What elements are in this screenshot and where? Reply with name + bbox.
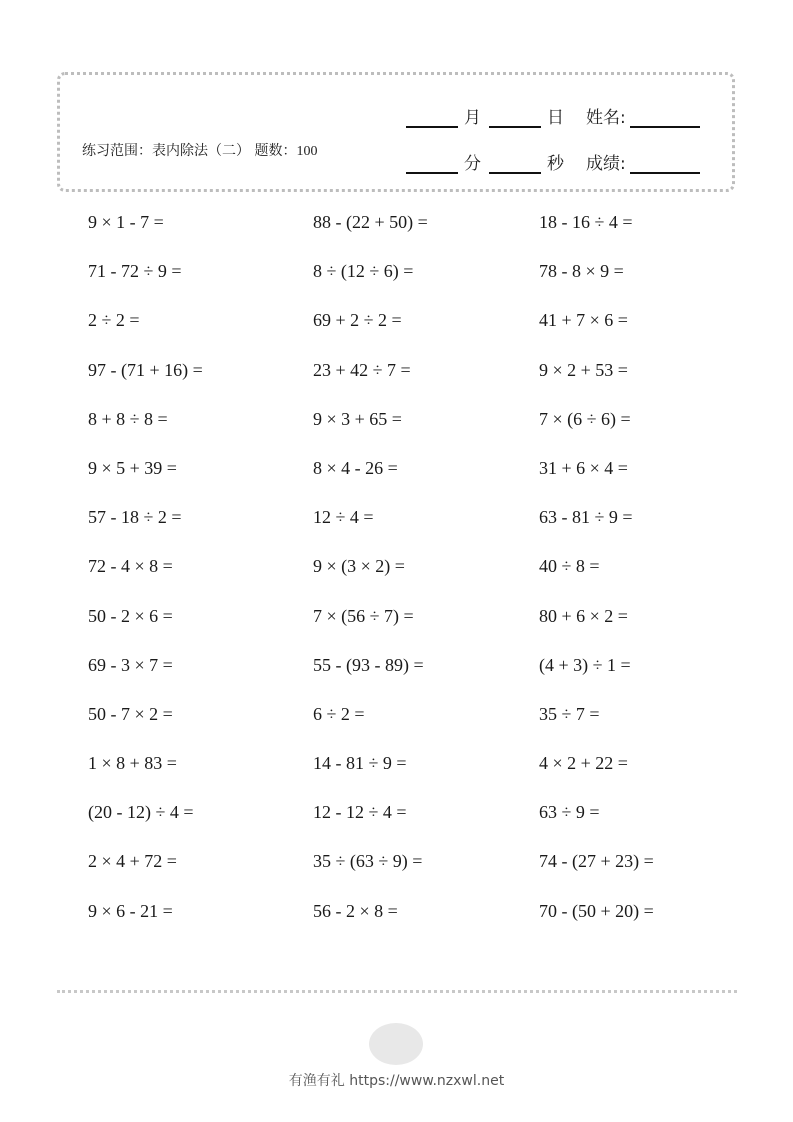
problem-item: 9 × (3 × 2) = xyxy=(313,556,405,577)
problem-item: 9 × 5 + 39 = xyxy=(88,457,177,478)
minute-field[interactable] xyxy=(406,152,458,174)
problem-count: 100 xyxy=(296,144,318,159)
score-label: 成绩: xyxy=(586,154,626,174)
problem-item: 2 × 4 + 72 = xyxy=(88,851,177,872)
second-field[interactable] xyxy=(489,152,541,174)
problem-item: 71 - 72 ÷ 9 = xyxy=(88,261,182,282)
problem-item: 50 - 7 × 2 = xyxy=(88,703,173,724)
problem-item: 8 × 4 - 26 = xyxy=(313,457,398,478)
problem-item: 41 + 7 × 6 = xyxy=(539,310,628,331)
problem-item: 9 × 6 - 21 = xyxy=(88,900,173,921)
problem-item: 4 × 2 + 22 = xyxy=(539,753,628,774)
problem-item: 69 - 3 × 7 = xyxy=(88,654,173,675)
problem-item: 55 - (93 - 89) = xyxy=(313,654,424,675)
problem-grid xyxy=(88,207,739,945)
problem-item: 9 × 1 - 7 = xyxy=(88,212,164,232)
practice-scope xyxy=(82,141,322,162)
problem-item: 31 + 6 × 4 = xyxy=(539,457,628,478)
problem-item: 12 - 12 ÷ 4 = xyxy=(313,802,407,823)
problem-item: 14 - 81 ÷ 9 = xyxy=(313,753,407,774)
day-label: 日 xyxy=(547,108,564,128)
problem-item: 18 - 16 ÷ 4 = xyxy=(539,212,633,232)
time-score-row xyxy=(406,149,700,174)
worksheet-header xyxy=(57,72,735,192)
name-field[interactable] xyxy=(630,106,700,128)
problem-item: 1 × 8 + 83 = xyxy=(88,753,177,774)
problem-item: 9 × 2 + 53 = xyxy=(539,359,628,380)
problem-item: 7 × (6 ÷ 6) = xyxy=(539,408,631,429)
problem-item: 7 × (56 ÷ 7) = xyxy=(313,605,414,626)
scope-label: 练习范围：表内除法（二） 题数： xyxy=(82,143,297,159)
problem-item: 63 ÷ 9 = xyxy=(539,802,600,823)
problem-item: 35 ÷ 7 = xyxy=(539,703,600,724)
problem-item: (20 - 12) ÷ 4 = xyxy=(88,802,194,823)
problem-item: 80 + 6 × 2 = xyxy=(539,605,628,626)
logo-placeholder xyxy=(369,1023,423,1065)
problem-item: 50 - 2 × 6 = xyxy=(88,605,173,626)
problem-item: 35 ÷ (63 ÷ 9) = xyxy=(313,851,423,872)
day-field[interactable] xyxy=(489,106,541,128)
problem-item: 69 + 2 ÷ 2 = xyxy=(313,310,402,331)
problem-item: 88 - (22 + 50) = xyxy=(313,212,428,232)
problem-item: 12 ÷ 4 = xyxy=(313,507,374,528)
problem-item: 2 ÷ 2 = xyxy=(88,310,140,331)
score-field[interactable] xyxy=(630,152,700,174)
problem-item: 8 + 8 ÷ 8 = xyxy=(88,408,168,429)
month-label: 月 xyxy=(464,108,481,128)
problem-item: 23 + 42 ÷ 7 = xyxy=(313,359,411,380)
problem-item: 56 - 2 × 8 = xyxy=(313,900,398,921)
problem-item: 97 - (71 + 16) = xyxy=(88,359,203,380)
problem-item: 8 ÷ (12 ÷ 6) = xyxy=(313,261,414,282)
problem-item: 57 - 18 ÷ 2 = xyxy=(88,507,182,528)
problem-item: 6 ÷ 2 = xyxy=(313,703,365,724)
problem-item: 74 - (27 + 23) = xyxy=(539,851,654,872)
problem-item: 9 × 3 + 65 = xyxy=(313,408,402,429)
problem-item: 40 ÷ 8 = xyxy=(539,556,600,577)
name-label: 姓名: xyxy=(586,108,626,128)
minute-label: 分 xyxy=(464,154,481,174)
problem-item: 72 - 4 × 8 = xyxy=(88,556,173,577)
problem-item: (4 + 3) ÷ 1 = xyxy=(539,654,631,675)
footer-source-text: 有渔有礼 https://www.nzxwl.net xyxy=(288,1073,505,1089)
dotted-divider xyxy=(57,990,737,993)
month-field[interactable] xyxy=(406,106,458,128)
problem-item: 78 - 8 × 9 = xyxy=(539,261,624,282)
date-name-row xyxy=(406,103,700,128)
second-label: 秒 xyxy=(547,154,564,174)
problem-item: 70 - (50 + 20) = xyxy=(539,900,654,921)
problem-item: 63 - 81 ÷ 9 = xyxy=(539,507,633,528)
